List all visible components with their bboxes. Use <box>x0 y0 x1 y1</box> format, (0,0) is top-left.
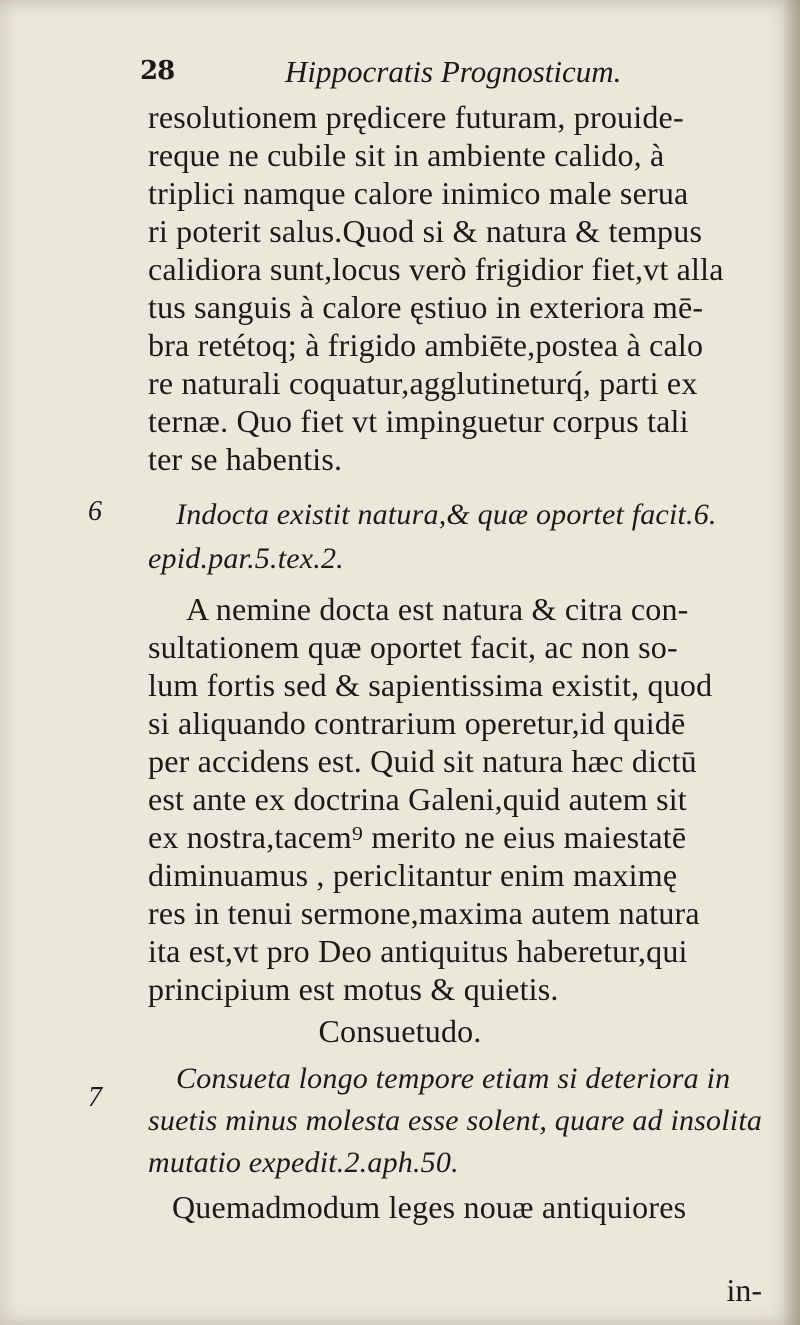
margin-number-7: 7 <box>88 1082 102 1113</box>
text-line: calidiora sunt,locus verò frigidior fiet,vt alla <box>148 251 724 287</box>
page-number: 28 <box>140 56 175 86</box>
running-title: Hippocratis Prognosticum. <box>285 54 622 89</box>
text-line: tus sanguis à calore ęstiuo in exteriora mē- <box>148 289 704 325</box>
text-line: A nemine docta est natura & citra con- <box>186 591 689 627</box>
text-line: reque ne cubile sit in ambiente calido, à <box>148 137 665 173</box>
aphorism-line: epid.par.5.tex.2. <box>148 542 344 575</box>
text-line: bra retétoq; à frigido ambiēte,postea à calo <box>148 327 704 363</box>
catchword: in- <box>726 1272 762 1308</box>
text-line: res in tenui sermone,maxima autem natura <box>148 895 700 931</box>
text-line: per accidens est. Quid sit natura hæc dictū <box>148 743 697 779</box>
text-line: principium est motus & quietis. <box>148 971 559 1007</box>
text-line: ternæ. Quo fiet vt impinguetur corpus tali <box>148 403 689 439</box>
page-header <box>140 52 700 92</box>
text-line: lum fortis sed & sapientissima existit, quod <box>148 667 713 703</box>
page-edge-shadow <box>782 0 800 1325</box>
margin-number-6: 6 <box>88 496 102 527</box>
text-line: ter se habentis. <box>148 441 343 477</box>
aphorism-line: suetis minus molesta esse solent, quare ad insolita <box>148 1104 763 1137</box>
text-line: ri poterit salus.Quod si & natura & tempus <box>148 213 703 249</box>
text-line: re naturali coquatur,agglutineturq́, parti ex <box>148 365 698 401</box>
section-heading: Consuetudo. <box>318 1013 482 1049</box>
text-line: si aliquando contrarium operetur,id quidē <box>148 705 686 741</box>
text-line: sultationem quæ oportet facit, ac non so- <box>148 629 678 665</box>
aphorism-line: Consueta longo tempore etiam si deteriora in <box>176 1062 731 1095</box>
text-line: Quemadmodum leges nouæ antiquiores <box>172 1189 687 1225</box>
text-line: triplici namque calore inimico male serua <box>148 175 689 211</box>
aphorism-line: Indocta existit natura,& quæ oportet facit.6. <box>176 498 717 531</box>
text-line: est ante ex doctrina Galeni,quid autem sit <box>148 781 687 817</box>
text-line: ex nostra,tacem⁹ merito ne eius maiestatē <box>148 819 687 855</box>
aphorism-line: mutatio expedit.2.aph.50. <box>148 1146 459 1179</box>
text-line: diminuamus , periclitantur enim maximę <box>148 857 678 893</box>
text-line: ita est,vt pro Deo antiquitus haberetur,qui <box>148 933 688 969</box>
text-line: resolutionem prędicere futuram, prouide- <box>148 99 684 135</box>
